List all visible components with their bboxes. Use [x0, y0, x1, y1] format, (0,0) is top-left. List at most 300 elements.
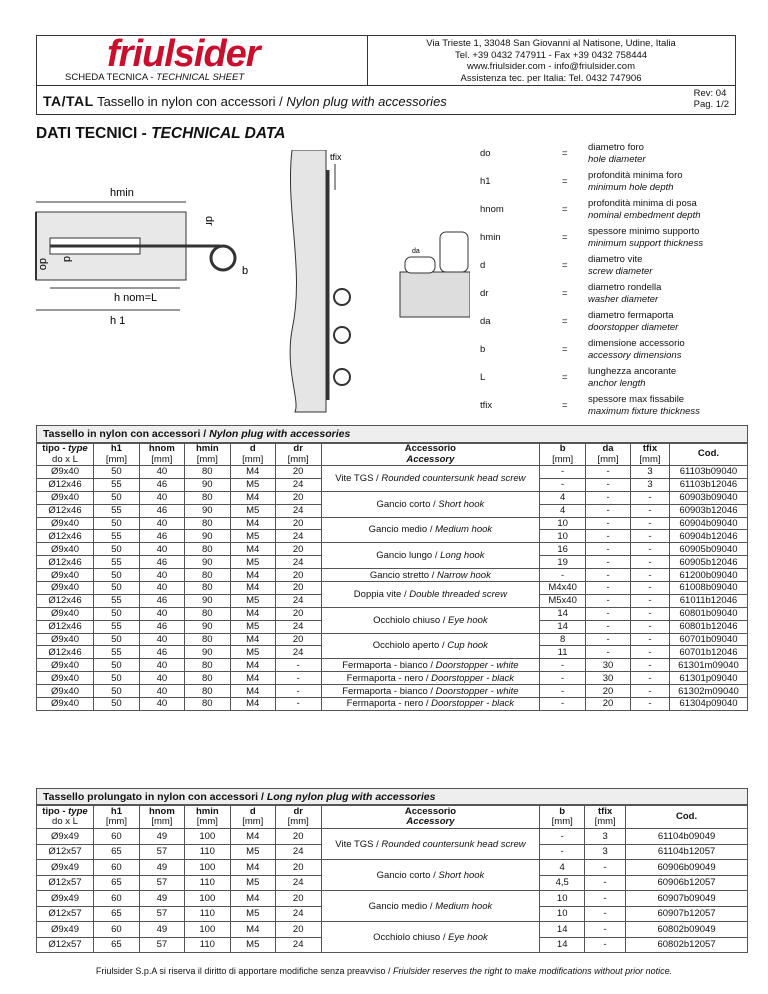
table-cell: 4 [540, 860, 585, 876]
table-cell: 57 [139, 906, 184, 922]
table-cell: 46 [139, 594, 184, 607]
legend-equals: = [562, 400, 568, 411]
table-cell: - [275, 659, 321, 672]
header-row [37, 444, 748, 466]
table-row [37, 860, 748, 876]
table-cell: M4 [230, 829, 275, 845]
table-cell: 60 [93, 860, 139, 876]
table-cell: 90 [184, 646, 230, 659]
table-cell: 46 [139, 504, 184, 517]
legend-en: doorstopper diameter [588, 321, 679, 333]
table-cell: Ø9x40 [37, 685, 94, 698]
table-cell: 61302m09040 [669, 685, 747, 698]
column-header: Accessorio Accessory [321, 806, 540, 829]
table-cell: 20 [275, 922, 321, 938]
footer-note [0, 966, 768, 977]
table-cell: Ø12x57 [37, 937, 94, 953]
accessory-cell: Gancio stretto / Narrow hook [321, 569, 540, 582]
table-cell: 55 [93, 478, 139, 491]
table-row [37, 633, 748, 646]
legend-symbol: hnom [480, 204, 504, 215]
legend-it: diametro rondella [588, 282, 662, 293]
table-cell: 3 [631, 466, 670, 479]
table-cell: 100 [184, 829, 230, 845]
accessory-cell: Fermaporta - nero / Doorstopper - black [321, 672, 540, 685]
table-cell: 60906b12057 [626, 875, 748, 891]
table-cell: - [631, 607, 670, 620]
column-header: d [mm] [230, 806, 275, 829]
table-cell: - [275, 685, 321, 698]
accessory-cell: Vite TGS / Rounded countersunk head screw [321, 466, 540, 492]
legend-symbol: da [480, 316, 491, 327]
table-cell: 80 [184, 466, 230, 479]
table-cell: 90 [184, 594, 230, 607]
table-cell: 60 [93, 891, 139, 907]
table-row [37, 607, 748, 620]
table-cell: Ø12x46 [37, 478, 94, 491]
table-cell: 60 [93, 922, 139, 938]
column-header: da [mm] [586, 444, 631, 466]
legend-it: lunghezza ancorante [588, 366, 677, 377]
label-hnom: h nom=L [114, 292, 158, 304]
table-cell: 61301m09040 [669, 659, 747, 672]
table-cell: 3 [585, 844, 626, 860]
table-cell: 16 [540, 543, 586, 556]
table-cell: 10 [540, 530, 586, 543]
friulsider-logo: friulsider [107, 33, 260, 75]
table-cell: - [631, 530, 670, 543]
column-header: hmin [mm] [184, 806, 230, 829]
table-cell: Ø9x40 [37, 543, 94, 556]
table-row [37, 517, 748, 530]
table-cell: 10 [540, 906, 585, 922]
accessory-cell: Fermaporta - nero / Doorstopper - black [321, 698, 540, 711]
table-cell: 61103b12046 [669, 478, 747, 491]
table-cell: 40 [139, 659, 184, 672]
table-cell: 60906b09049 [626, 860, 748, 876]
legend-item [480, 282, 760, 306]
legend-en: screw diameter [588, 265, 653, 277]
table-cell: M4 [230, 698, 275, 711]
phone-line: Tel. +39 0432 747911 - Fax +39 0432 758444 [454, 49, 648, 61]
table-cell: 50 [93, 466, 139, 479]
table-cell: 20 [586, 685, 631, 698]
table-cell: 46 [139, 620, 184, 633]
column-header: hnom [mm] [139, 444, 184, 466]
table-cell: 80 [184, 685, 230, 698]
legend-text [588, 226, 703, 249]
revision [694, 88, 729, 110]
table-cell: 40 [139, 607, 184, 620]
table-cell: 49 [139, 922, 184, 938]
table-cell: 60907b09049 [626, 891, 748, 907]
table-cell: 90 [184, 556, 230, 569]
table-cell: 80 [184, 659, 230, 672]
legend-en: anchor length [588, 377, 646, 389]
table-cell: 80 [184, 491, 230, 504]
table-cell: 8 [540, 633, 586, 646]
legend-en: nominal embedment depth [588, 209, 701, 221]
accessory-cell: Doppia vite / Double threaded screw [321, 582, 540, 608]
table-cell: - [631, 659, 670, 672]
table-cell: 20 [275, 633, 321, 646]
table-row [37, 672, 748, 685]
installation-diagram [30, 150, 470, 415]
table-cell: 50 [93, 491, 139, 504]
table-cell: 57 [139, 844, 184, 860]
table-cell: 60903b09040 [669, 491, 747, 504]
table-cell: - [540, 844, 585, 860]
table-cell: M5 [230, 646, 275, 659]
accessory-cell: Gancio corto / Short hook [321, 860, 540, 891]
table-cell: 65 [93, 875, 139, 891]
column-header: tfix [mm] [585, 806, 626, 829]
legend-text [588, 394, 700, 417]
table-cell: 61104b12057 [626, 844, 748, 860]
table-cell: - [631, 491, 670, 504]
table-cell: - [586, 594, 631, 607]
table-cell: Ø9x40 [37, 582, 94, 595]
table-cell: - [540, 466, 586, 479]
table-cell: - [586, 478, 631, 491]
legend-en: minimum hole depth [588, 181, 674, 193]
table-cell: M4 [230, 543, 275, 556]
table-cell: 60701b12046 [669, 646, 747, 659]
table-cell: 49 [139, 860, 184, 876]
table-cell: - [631, 594, 670, 607]
title-en: Nylon plug with accessories [286, 94, 447, 109]
sheet-subtitle [65, 72, 244, 83]
table2-title-it: Tassello prolungato in nylon con accessori / [43, 791, 267, 803]
table-cell: 50 [93, 698, 139, 711]
table-row [37, 829, 748, 845]
label-hmin: hmin [110, 187, 134, 199]
table-cell: 24 [275, 530, 321, 543]
subtitle-en: TECHNICAL SHEET [156, 72, 245, 83]
table-cell: 50 [93, 607, 139, 620]
support-line: Assistenza tec. per Italia: Tel. 0432 747906 [460, 72, 642, 84]
table-cell: 90 [184, 478, 230, 491]
table-cell: Ø9x40 [37, 607, 94, 620]
table-cell: Ø12x46 [37, 646, 94, 659]
table-cell: 40 [139, 466, 184, 479]
table-cell: 90 [184, 504, 230, 517]
table-cell: M4 [230, 659, 275, 672]
table-cell: Ø9x40 [37, 698, 94, 711]
accessory-cell: Vite TGS / Rounded countersunk head screw [321, 829, 540, 860]
table-cell: 40 [139, 582, 184, 595]
legend-symbol: b [480, 344, 486, 355]
table-cell: 80 [184, 543, 230, 556]
table-cell: Ø9x40 [37, 466, 94, 479]
table-cell: Ø12x57 [37, 844, 94, 860]
legend-text [588, 338, 685, 361]
legend-equals: = [562, 316, 568, 327]
table-cell: M4 [230, 466, 275, 479]
table-row [37, 466, 748, 479]
legend-equals: = [562, 288, 568, 299]
legend-symbol: do [480, 148, 491, 159]
accessory-cell: Fermaporta - bianco / Doorstopper - white [321, 685, 540, 698]
table-cell: 20 [275, 891, 321, 907]
table-cell: Ø9x40 [37, 491, 94, 504]
table-cell: 30 [586, 672, 631, 685]
table-cell: 60 [93, 829, 139, 845]
table-cell: 24 [275, 504, 321, 517]
legend-symbol: hmin [480, 232, 501, 243]
table-cell: 55 [93, 620, 139, 633]
table-cell: M4x40 [540, 582, 586, 595]
table-cell: 46 [139, 646, 184, 659]
table-cell: 100 [184, 860, 230, 876]
table-cell: - [540, 569, 586, 582]
table-cell: 24 [275, 937, 321, 953]
table-cell: M4 [230, 922, 275, 938]
table-cell: 65 [93, 937, 139, 953]
legend-item [480, 198, 760, 222]
table-cell: 14 [540, 937, 585, 953]
table-cell: 110 [184, 906, 230, 922]
subtitle-it: SCHEDA TECNICA - [65, 72, 157, 83]
table2-title-en: Long nylon plug with accessories [266, 791, 436, 803]
accessory-cell: Gancio medio / Medium hook [321, 891, 540, 922]
table-cell: 55 [93, 504, 139, 517]
table-cell: - [586, 633, 631, 646]
table-row [37, 685, 748, 698]
legend-item [480, 142, 760, 166]
table-cell: 80 [184, 582, 230, 595]
legend-en: washer diameter [588, 293, 659, 305]
doorstopper [405, 257, 435, 273]
table-cell: 60904b12046 [669, 530, 747, 543]
column-header: h1 [mm] [93, 806, 139, 829]
table-cell: 61301p09040 [669, 672, 747, 685]
doorstopper-base [400, 272, 470, 317]
long-plug-table [36, 805, 748, 953]
column-header: dr [mm] [275, 806, 321, 829]
table-cell: 20 [275, 466, 321, 479]
column-header: h1 [mm] [93, 444, 139, 466]
table-cell: 60701b09040 [669, 633, 747, 646]
wall-profile [290, 150, 326, 412]
legend-item [480, 310, 760, 334]
label-do: do [37, 258, 49, 271]
table-cell: - [540, 672, 586, 685]
legend-text [588, 254, 652, 277]
table-cell: - [631, 517, 670, 530]
legend-equals: = [562, 260, 568, 271]
table-cell: 14 [540, 620, 586, 633]
accessory-cell: Occhiolo chiuso / Eye hook [321, 922, 540, 953]
table-row [37, 922, 748, 938]
table-cell: 60802b12057 [626, 937, 748, 953]
legend-text [588, 170, 683, 193]
legend-it: diametro fermaporta [588, 310, 674, 321]
table-cell: 46 [139, 556, 184, 569]
table-cell: 24 [275, 906, 321, 922]
accessory-cell: Gancio lungo / Long hook [321, 543, 540, 569]
table-cell: - [631, 543, 670, 556]
table-cell: 40 [139, 672, 184, 685]
table-cell: 20 [275, 607, 321, 620]
table-cell: 40 [139, 543, 184, 556]
table-cell: M5 [230, 937, 275, 953]
table-cell: - [540, 685, 586, 698]
page-number: Pag. 1/2 [693, 99, 729, 110]
table-cell: 49 [139, 829, 184, 845]
table-cell: Ø9x40 [37, 633, 94, 646]
accessory-cell: Occhiolo chiuso / Eye hook [321, 607, 540, 633]
footer-en: Friulsider reserves the right to make modifications without prior notice. [393, 966, 673, 976]
table-cell: - [585, 875, 626, 891]
section-title [36, 125, 285, 143]
product-code: TA/TAL [43, 93, 94, 109]
table-cell: M5 [230, 844, 275, 860]
table-cell: 61104b09049 [626, 829, 748, 845]
label-h1: h 1 [110, 315, 126, 327]
table-cell: - [586, 504, 631, 517]
table-cell: 24 [275, 556, 321, 569]
table-cell: - [631, 504, 670, 517]
legend-en: accessory dimensions [588, 349, 682, 361]
table-cell: - [586, 530, 631, 543]
table-cell: 4 [540, 504, 586, 517]
table-cell: 55 [93, 530, 139, 543]
table-cell: 50 [93, 685, 139, 698]
company-address [367, 38, 735, 84]
table-cell: - [631, 582, 670, 595]
table-cell: 46 [139, 478, 184, 491]
table-cell: 60801b12046 [669, 620, 747, 633]
table-cell: - [540, 698, 586, 711]
table-cell: 61103b09040 [669, 466, 747, 479]
table-cell: - [586, 646, 631, 659]
table-cell: 60801b09040 [669, 607, 747, 620]
table-cell: 60802b09049 [626, 922, 748, 938]
table-cell: 24 [275, 646, 321, 659]
legend-equals: = [562, 372, 568, 383]
table-cell: 60905b12046 [669, 556, 747, 569]
accessory-cell: Occhiolo aperto / Cup hook [321, 633, 540, 659]
table-cell: 55 [93, 594, 139, 607]
table-cell: 49 [139, 891, 184, 907]
table-cell: - [586, 517, 631, 530]
table-cell: M5 [230, 875, 275, 891]
table-cell: 110 [184, 844, 230, 860]
table-cell: 24 [275, 620, 321, 633]
table-cell: - [631, 646, 670, 659]
table-cell: 65 [93, 844, 139, 860]
table-cell: 20 [586, 698, 631, 711]
legend-text [588, 310, 678, 333]
column-header: hnom [mm] [139, 806, 184, 829]
table-cell: Ø9x49 [37, 829, 94, 845]
legend-symbol: tfix [480, 400, 493, 411]
table-cell: Ø12x57 [37, 875, 94, 891]
product-title [43, 93, 447, 110]
accessory-cell: Fermaporta - bianco / Doorstopper - white [321, 659, 540, 672]
legend-en: maximum fixture thickness [588, 405, 700, 417]
table-cell: 3 [631, 478, 670, 491]
table2-title [36, 788, 748, 805]
legend-item [480, 254, 760, 278]
table-cell: M4 [230, 685, 275, 698]
table-cell: 11 [540, 646, 586, 659]
column-header: b [mm] [540, 444, 586, 466]
table-row [37, 659, 748, 672]
table-cell: M4 [230, 569, 275, 582]
label-d: d [61, 256, 73, 263]
table-cell: - [586, 607, 631, 620]
table-cell: Ø9x49 [37, 891, 94, 907]
column-header: tipo - type do x L [37, 444, 94, 466]
header-row [37, 806, 748, 829]
legend-symbol: h1 [480, 176, 491, 187]
table-cell: - [586, 466, 631, 479]
table-cell: 20 [275, 569, 321, 582]
table-cell: 14 [540, 922, 585, 938]
table-cell: Ø9x40 [37, 672, 94, 685]
table-cell: - [631, 556, 670, 569]
table-cell: 20 [275, 543, 321, 556]
legend-it: diametro vite [588, 254, 643, 265]
table-cell: - [586, 582, 631, 595]
table-cell: Ø9x49 [37, 860, 94, 876]
table-cell: 10 [540, 891, 585, 907]
table-cell: 55 [93, 556, 139, 569]
table-cell: 24 [275, 478, 321, 491]
table-cell: 80 [184, 672, 230, 685]
table-cell: 30 [586, 659, 631, 672]
column-header: Cod. [626, 806, 748, 829]
table-cell: 19 [540, 556, 586, 569]
table-cell: Ø12x46 [37, 556, 94, 569]
table-cell: 50 [93, 517, 139, 530]
table-cell: 20 [275, 517, 321, 530]
table-cell: 90 [184, 620, 230, 633]
table-cell: 24 [275, 594, 321, 607]
nylon-plug-table [36, 443, 748, 711]
table-cell: Ø9x49 [37, 922, 94, 938]
table-cell: - [586, 556, 631, 569]
legend-en: hole diameter [588, 153, 646, 165]
table-cell: 3 [585, 829, 626, 845]
legend-item [480, 366, 760, 390]
table-cell: Ø9x40 [37, 569, 94, 582]
column-header: d [mm] [230, 444, 275, 466]
table-cell: 40 [139, 698, 184, 711]
table-cell: M5 [230, 504, 275, 517]
table-cell: M5 [230, 620, 275, 633]
table-cell: - [631, 569, 670, 582]
table-cell: 90 [184, 530, 230, 543]
table-cell: - [585, 906, 626, 922]
table-cell: 46 [139, 530, 184, 543]
table-cell: - [275, 672, 321, 685]
legend-equals: = [562, 204, 568, 215]
legend-it: diametro foro [588, 142, 644, 153]
table-cell: M4 [230, 860, 275, 876]
legend-equals: = [562, 148, 568, 159]
legend-text [588, 366, 676, 389]
table-cell: 4,5 [540, 875, 585, 891]
table-cell: - [631, 685, 670, 698]
legend-it: dimensione accessorio [588, 338, 685, 349]
table-cell: 57 [139, 937, 184, 953]
table-cell: - [585, 922, 626, 938]
column-header: Cod. [669, 444, 747, 466]
table-cell: M4 [230, 491, 275, 504]
